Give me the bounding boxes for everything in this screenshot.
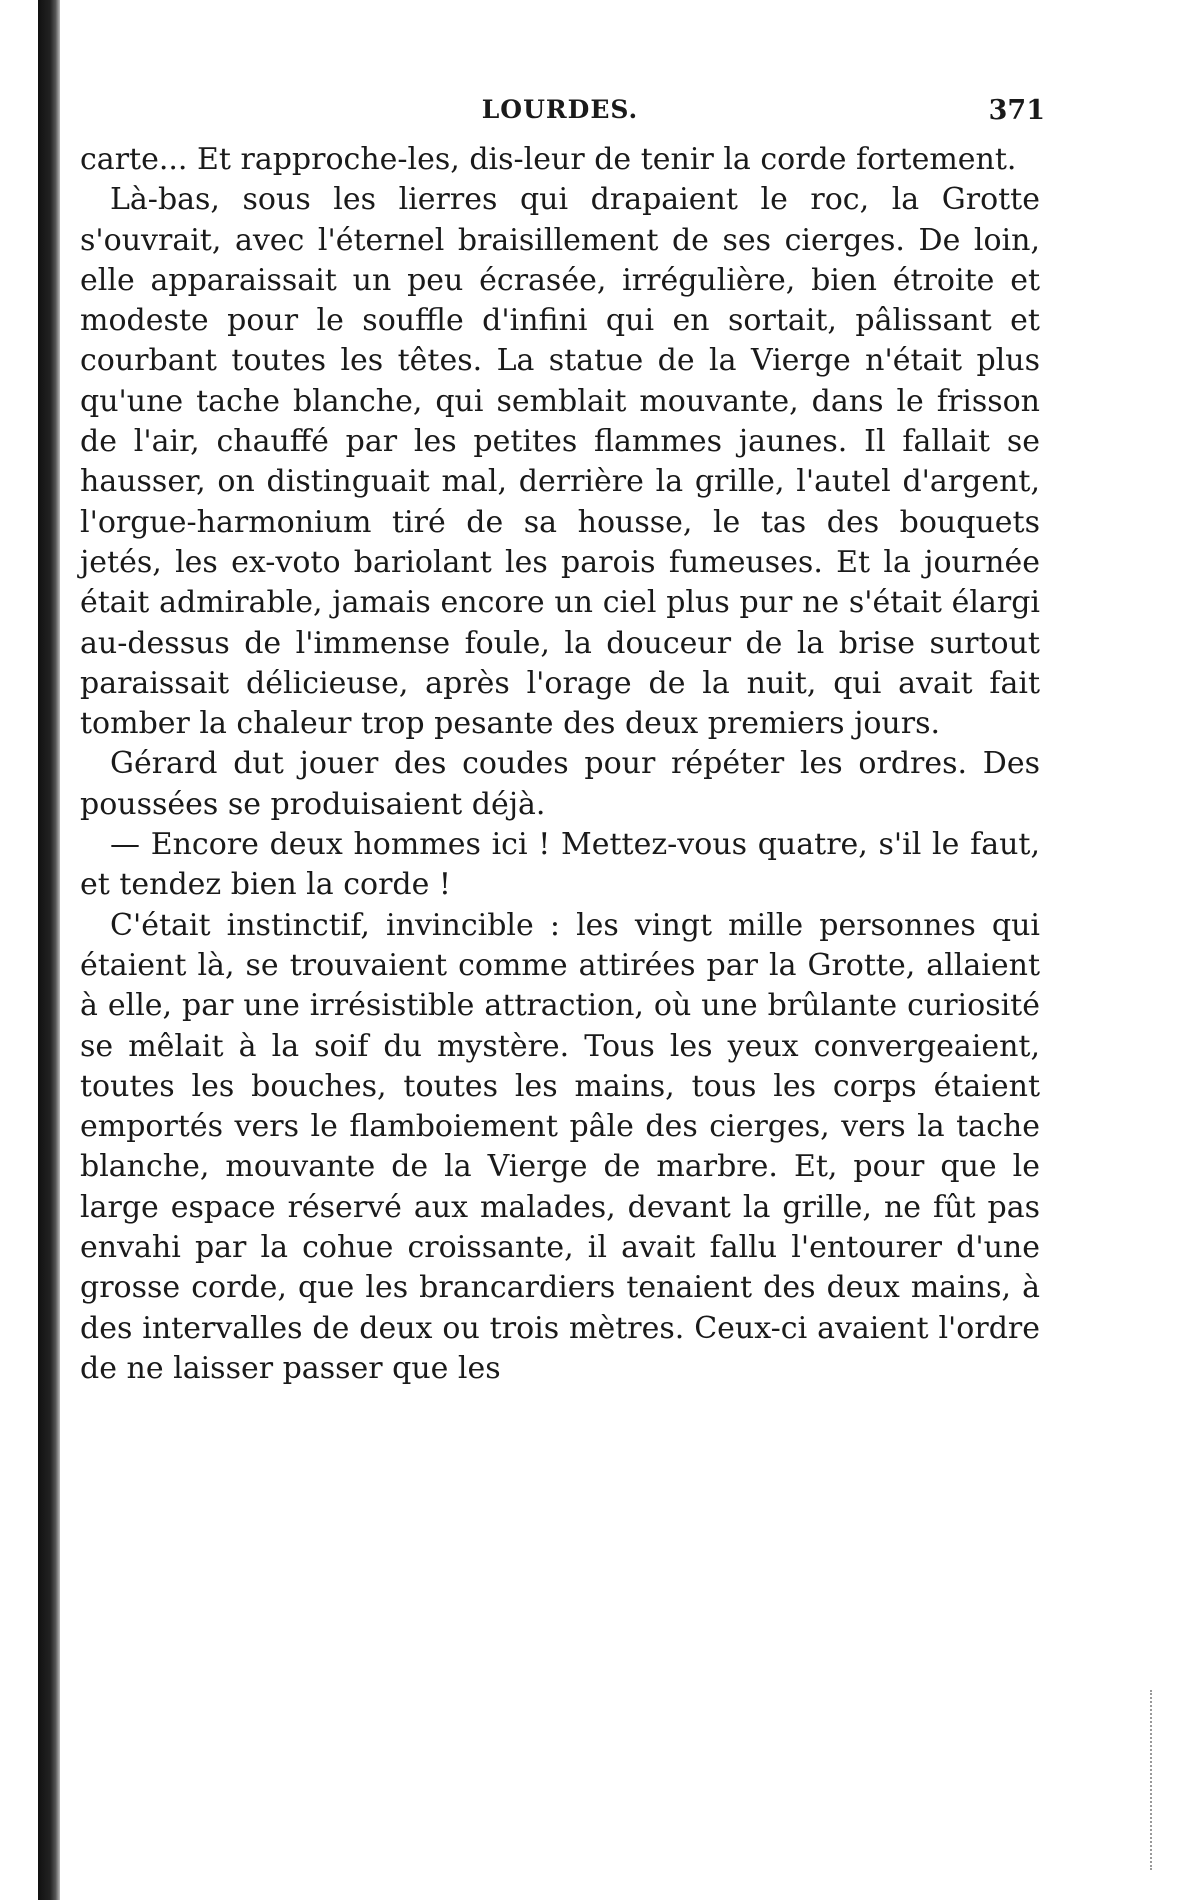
paragraph: Gérard dut jouer des coudes pour répéter les ordres. Des poussées se produisaient déjà. (80, 746, 1040, 822)
body-text (80, 140, 1040, 1389)
paragraph: C'était instinctif, invincible : les vingt mille personnes qui étaient là, se trouvaient comme attirées par la Grotte, allaient à elle, par une irrésistible attraction, où une brûlante curiosité se mêlait à la soif du mystère. Tous les yeux convergeaient, toutes les bouches, toutes les mains, tous les corps étaient emportés vers le flamboiement pâle des cierges, vers la tache blanche, mouvante de la Vierge de marbre. Et, pour que le large espace réservé aux malades, devant la grille, ne fût pas envahi par la cohue croissante, il avait fallu l'entourer d'une grosse corde, que les brancardiers tenaient des deux mains, à des intervalles de deux ou trois mètres. Ceux-ci avaient l'ordre de ne laisser passer que les (80, 907, 1040, 1386)
page-header (75, 95, 1045, 135)
page-number: 371 (988, 95, 1045, 126)
dialogue-line: — Encore deux hommes ici ! Mettez-vous quatre, s'il le faut, et tendez bien la corde ! (80, 827, 1040, 903)
running-head: LOURDES. (481, 95, 639, 124)
page-edge-marks (1150, 1690, 1160, 1870)
paragraph: Là-bas, sous les lierres qui drapaient le roc, la Grotte s'ouvrait, avec l'éternel braisillement de ses cierges. De loin, elle apparaissait un peu écrasée, irrégulière, bien étroite et modeste pour le souffle d'infini qui en sortait, pâlissant et courbant toutes les têtes. La statue de la Vierge n'était plus qu'une tache blanche, qui semblait mouvante, dans le frisson de l'air, chauffé par les petites flammes jaunes. Il fallait se hausser, on distinguait mal, derrière la grille, l'autel d'argent, l'orgue-harmonium tiré de sa housse, le tas des bouquets jetés, les ex-voto bariolant les parois fumeuses. Et la journée était admirable, jamais encore un ciel plus pur ne s'était élargi au-dessus de l'immense foule, la douceur de la brise surtout paraissait délicieuse, après l'orage de la nuit, qui avait fait tomber la chaleur trop pesante des deux premiers jours. (80, 182, 1040, 742)
paragraph: carte... Et rapproche-les, dis-leur de tenir la corde fortement. (80, 142, 1017, 177)
page-binding-edge (38, 0, 60, 1900)
